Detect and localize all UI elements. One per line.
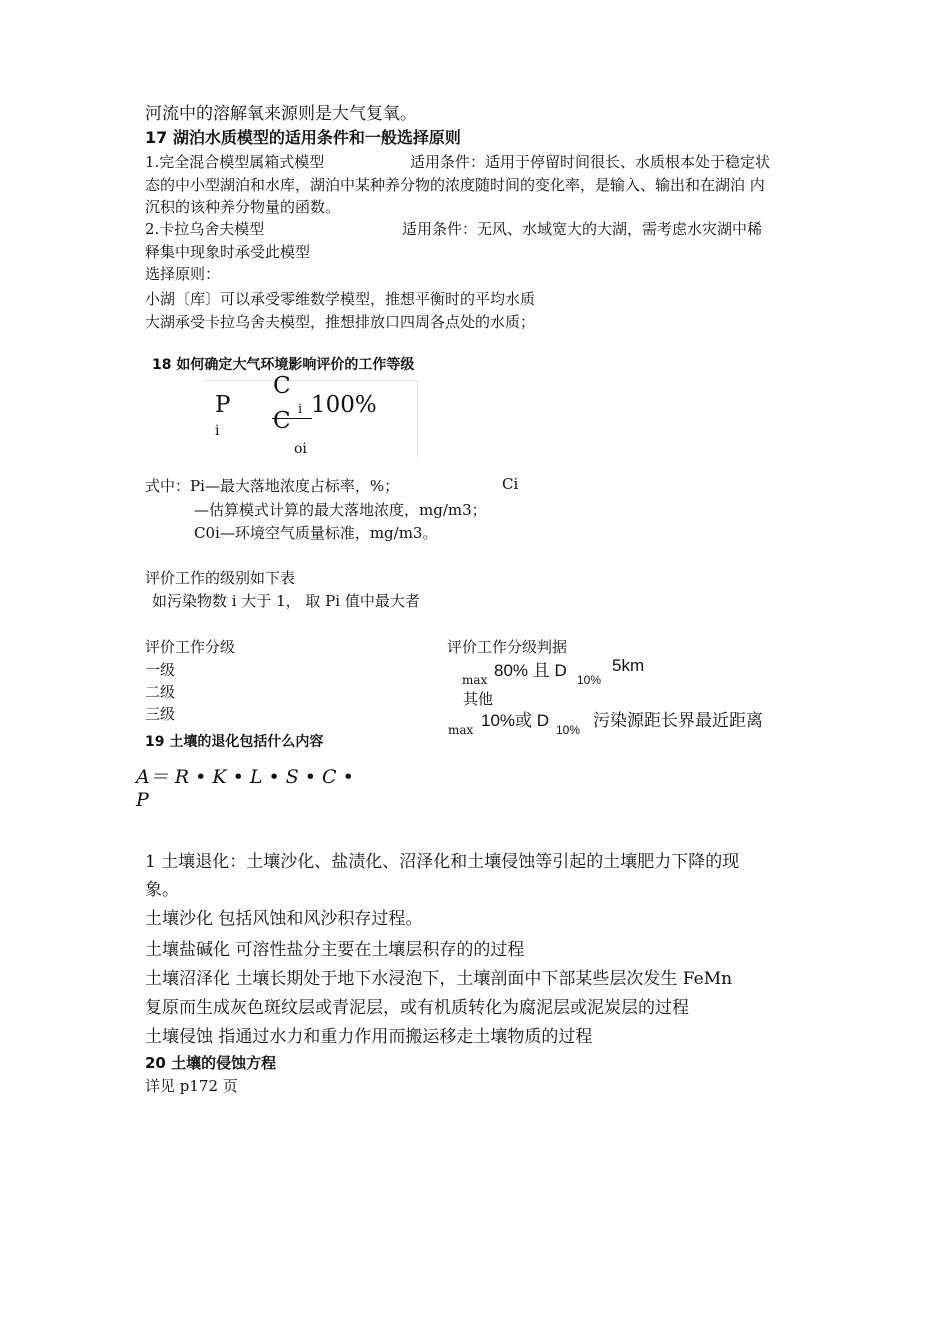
section-20-title: 20 土壤的侵蚀方程 <box>145 1054 277 1072</box>
model-2-condition-line2: 释集中现象时承受此模型 <box>145 243 311 261</box>
level-3: 三级 <box>145 705 176 723</box>
definition-c0i: C0i—环境空气质量标准，mg/m3。 <box>194 524 438 542</box>
level-1: 一级 <box>145 661 176 679</box>
definition-pi: 式中：Pi—最大落地浓度占标率，%； <box>145 477 400 495</box>
model-1-condition-line2: 态的中小型湖泊和水库，湖泊中某种养分物的浓度随时间的变化率，是输入、输出和在湖泊 内 <box>145 176 765 194</box>
definition-ci-symbol: Ci <box>502 475 519 493</box>
model-1-condition-line1: 适用条件：适用于停留时间很长、水质根本处于稳定状 <box>410 153 771 171</box>
definition-ci: —估算模式计算的最大落地浓度，mg/m3； <box>194 501 487 519</box>
formula-p: P <box>215 392 231 418</box>
salinization-text: 土壤盐碱化 可溶性盐分主要在土壤层积存的的过程 <box>145 940 525 960</box>
principle-line2: 大湖承受卡拉乌舍夫模型，推想排放口四周各点处的水质； <box>145 313 536 331</box>
criteria-3: 10%或 D <box>481 711 550 730</box>
degradation-definition-line1: 1 土壤退化：土壤沙化、盐渍化、沼泽化和土壤侵蚀等引起的土壤肥力下降的现 <box>145 852 740 872</box>
criteria-1: 80% 且 D <box>494 661 567 680</box>
criteria-1-sub: 10% <box>577 673 602 687</box>
criteria-1-distance: 5km <box>612 656 645 675</box>
swamping-text-line1: 土壤沼泽化 土壤长期处于地下水浸泡下，土壤剖面中下部某些层次发生 FeMn <box>145 969 733 989</box>
level-2: 二级 <box>145 683 176 701</box>
section-18-title: 18 如何确定大气环境影响评价的工作等级 <box>152 357 415 373</box>
formula-oi-sub: oi <box>294 441 307 457</box>
level-intro: 评价工作的级别如下表 <box>145 569 296 587</box>
intro-text: 河流中的溶解氧来源则是大气复氧。 <box>145 104 417 124</box>
criteria-3-distance: 污染源距长界最近距离 <box>593 711 763 731</box>
principle-line1: 小湖〔库〕可以承受零维数学模型，推想平衡时的平均水质 <box>145 290 536 308</box>
formula-c-denominator: C <box>273 408 291 434</box>
formula-i-sub: i <box>298 402 303 417</box>
criteria-3-sub: 10% <box>556 723 581 737</box>
erosion-text: 土壤侵蚀 指通过水力和重力作用而搬运移走土壤物质的过程 <box>145 1027 593 1047</box>
level-column-header: 评价工作分级 <box>145 638 236 656</box>
principle-label: 选择原则： <box>145 265 221 283</box>
model-2-name: 2.卡拉乌舍夫模型 <box>145 220 265 238</box>
usle-equation-line1: A＝ R • K • L • S • C • <box>136 766 354 788</box>
formula-p-sub: i <box>215 423 220 439</box>
criteria-1-max: max <box>462 673 488 687</box>
level-note: 如污染物数 i 大于 1， 取 Pi 值中最大者 <box>152 592 420 610</box>
degradation-definition-line2: 象。 <box>145 880 179 900</box>
formula-percent: 100% <box>311 392 377 418</box>
desertification-text: 土壤沙化 包括风蚀和风沙积存过程。 <box>145 909 423 929</box>
formula-c-numerator: C <box>273 373 291 399</box>
model-2-condition-line1: 适用条件：无风、水域宽大的大湖，需考虑水灾湖中稀 <box>402 220 763 238</box>
model-1-name: 1.完全混合模型属箱式模型 <box>145 153 325 171</box>
criteria-3-max: max <box>448 723 474 737</box>
model-1-condition-line3: 沉积的该种养分物量的函数。 <box>145 198 341 216</box>
section-17-title: 17 湖泊水质模型的适用条件和一般选择原则 <box>145 128 461 147</box>
criteria-2: 其他 <box>463 690 494 708</box>
page-reference: 详见 p172 页 <box>145 1077 238 1095</box>
usle-equation-line2: P <box>136 789 149 811</box>
swamping-text-line2: 复原而生成灰色斑纹层或青泥层，或有机质转化为腐泥层或泥炭层的过程 <box>145 998 689 1018</box>
criteria-column-header: 评价工作分级判据 <box>447 638 568 656</box>
section-19-title: 19 土壤的退化包括什么内容 <box>145 734 324 750</box>
